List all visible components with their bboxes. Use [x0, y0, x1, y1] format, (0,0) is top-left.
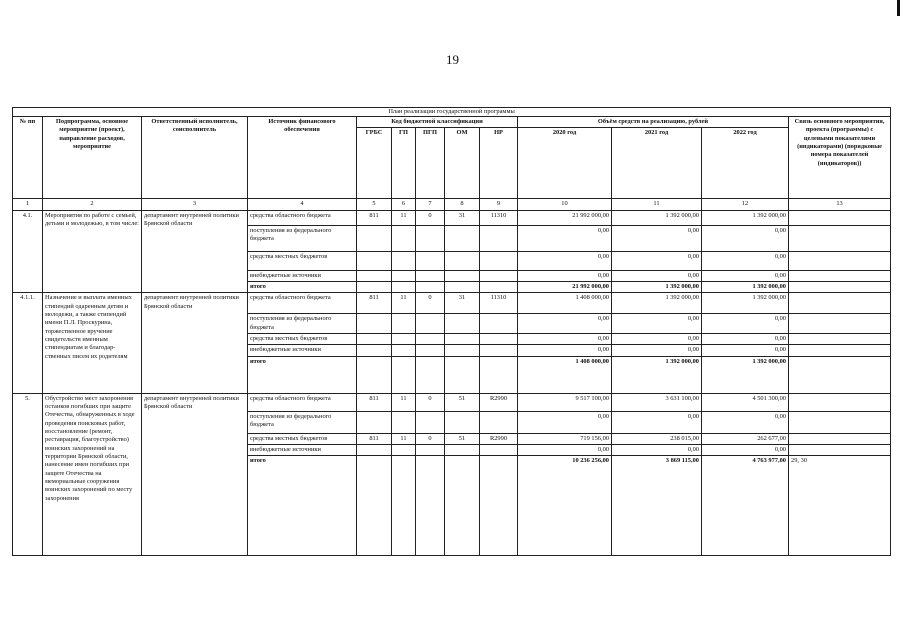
code-grbs — [357, 251, 392, 270]
column-number: 4 — [248, 199, 357, 210]
code-pgp — [416, 345, 445, 356]
amount-2021: 0,00 — [612, 345, 702, 356]
header-gp: ГП — [392, 128, 416, 199]
amount-2022: 0,00 — [702, 270, 789, 281]
item-executor: департамент внутренней политики Брянской области — [142, 393, 248, 556]
indicator-link — [789, 356, 891, 393]
amount-2020: 0,00 — [518, 270, 612, 281]
indicator-link — [789, 281, 891, 292]
funding-source: средства областного бюджета — [248, 393, 357, 411]
table-row — [13, 210, 891, 225]
header-2022: 2022 год — [702, 128, 789, 199]
code-nr — [480, 270, 518, 281]
code-pgp — [416, 411, 445, 433]
amount-2022: 1 392 000,00 — [702, 281, 789, 292]
amount-2022: 4 763 977,00 — [702, 456, 789, 556]
code-gp — [392, 411, 416, 433]
code-grbs — [357, 281, 392, 292]
item-name: Мероприятия по работе с семьей, детьми и молодежью, в том числе: — [43, 210, 142, 293]
code-grbs — [357, 225, 392, 251]
code-om — [445, 314, 480, 334]
code-om — [445, 333, 480, 344]
amount-2021: 1 392 000,00 — [612, 293, 702, 314]
code-om — [445, 411, 480, 433]
funding-source: средства местных бюджетов — [248, 433, 357, 444]
column-number: 3 — [142, 199, 248, 210]
code-gp: 11 — [392, 210, 416, 225]
code-grbs — [357, 456, 392, 556]
code-gp — [392, 333, 416, 344]
amount-2022: 0,00 — [702, 444, 789, 455]
code-pgp — [416, 444, 445, 455]
header-grbs: ГРБС — [357, 128, 392, 199]
code-om: 51 — [445, 393, 480, 411]
amount-2020: 21 992 000,00 — [518, 210, 612, 225]
column-number: 13 — [789, 199, 891, 210]
scan-edge-mark — [897, 0, 900, 16]
column-number: 7 — [416, 199, 445, 210]
code-om — [445, 270, 480, 281]
column-number: 2 — [43, 199, 142, 210]
code-gp — [392, 281, 416, 292]
code-pgp: 0 — [416, 393, 445, 411]
code-om — [445, 456, 480, 556]
code-grbs: 811 — [357, 433, 392, 444]
code-nr: R2990 — [480, 433, 518, 444]
code-gp — [392, 444, 416, 455]
code-gp: 11 — [392, 393, 416, 411]
code-grbs: 811 — [357, 293, 392, 314]
funding-source: средства местных бюджетов — [248, 333, 357, 344]
code-pgp — [416, 314, 445, 334]
code-om — [445, 356, 480, 393]
amount-2021: 238 015,00 — [612, 433, 702, 444]
code-pgp: 0 — [416, 433, 445, 444]
indicator-link — [789, 411, 891, 433]
column-number: 11 — [612, 199, 702, 210]
amount-2020: 0,00 — [518, 411, 612, 433]
code-grbs — [357, 270, 392, 281]
code-grbs — [357, 333, 392, 344]
code-grbs — [357, 314, 392, 334]
amount-2022: 0,00 — [702, 225, 789, 251]
code-grbs: 811 — [357, 393, 392, 411]
funding-source: итого — [248, 356, 357, 393]
amount-2022: 0,00 — [702, 314, 789, 334]
header-executor: Ответственный исполнитель, соисполнитель — [142, 117, 248, 199]
table-row — [13, 293, 891, 314]
item-number: 4.1.1. — [13, 293, 43, 393]
code-grbs — [357, 411, 392, 433]
code-om — [445, 444, 480, 455]
column-number-row — [13, 199, 891, 210]
code-gp — [392, 251, 416, 270]
code-nr — [480, 281, 518, 292]
code-om: 51 — [445, 433, 480, 444]
funding-source: внебюджетные источники — [248, 444, 357, 455]
header-om: ОМ — [445, 128, 480, 199]
amount-2022: 0,00 — [702, 251, 789, 270]
code-om — [445, 281, 480, 292]
code-gp — [392, 356, 416, 393]
amount-2021: 1 392 000,00 — [612, 210, 702, 225]
amount-2020: 21 992 000,00 — [518, 281, 612, 292]
amount-2020: 719 156,00 — [518, 433, 612, 444]
code-om — [445, 225, 480, 251]
code-nr — [480, 333, 518, 344]
amount-2021: 0,00 — [612, 314, 702, 334]
column-number: 1 — [13, 199, 43, 210]
amount-2021: 0,00 — [612, 444, 702, 455]
indicator-link — [789, 433, 891, 444]
code-nr — [480, 251, 518, 270]
amount-2022: 4 501 300,00 — [702, 393, 789, 411]
funding-source: средства местных бюджетов — [248, 251, 357, 270]
amount-2021: 3 631 100,00 — [612, 393, 702, 411]
code-pgp — [416, 356, 445, 393]
amount-2020: 0,00 — [518, 444, 612, 455]
header-budget-code: Код бюджетной классификации — [357, 117, 518, 128]
code-nr: 11310 — [480, 293, 518, 314]
indicator-link — [789, 444, 891, 455]
code-gp — [392, 345, 416, 356]
code-gp — [392, 270, 416, 281]
amount-2020: 10 236 256,00 — [518, 456, 612, 556]
amount-2020: 0,00 — [518, 333, 612, 344]
column-number: 12 — [702, 199, 789, 210]
amount-2021: 0,00 — [612, 333, 702, 344]
code-pgp — [416, 456, 445, 556]
amount-2022: 1 392 000,00 — [702, 356, 789, 393]
column-number: 10 — [518, 199, 612, 210]
page-number: 19 — [446, 52, 459, 67]
code-pgp — [416, 281, 445, 292]
amount-2020: 1 408 000,00 — [518, 356, 612, 393]
amount-2020: 1 408 000,00 — [518, 293, 612, 314]
header-num: № пп — [13, 117, 43, 199]
code-nr — [480, 314, 518, 334]
code-om — [445, 345, 480, 356]
header-pgp: ПГП — [416, 128, 445, 199]
code-pgp: 0 — [416, 293, 445, 314]
column-number: 9 — [480, 199, 518, 210]
funding-source: итого — [248, 456, 357, 556]
amount-2022: 0,00 — [702, 345, 789, 356]
header-nr: НР — [480, 128, 518, 199]
code-gp — [392, 225, 416, 251]
code-nr: R2990 — [480, 393, 518, 411]
indicator-link — [789, 270, 891, 281]
code-gp: 11 — [392, 293, 416, 314]
code-nr — [480, 411, 518, 433]
item-name: Назначение и выплата именных стипендий одаренным детям и молодежи, а также стипендий имени П.Л. Проскурина, торжественное вручение свидетельств именным стипендиатам и благодар-ственных писем их родителям — [43, 293, 142, 393]
column-number: 8 — [445, 199, 480, 210]
amount-2021: 1 392 000,00 — [612, 281, 702, 292]
code-grbs — [357, 444, 392, 455]
table-title: План реализации государственной программы — [13, 108, 891, 117]
code-nr: 11310 — [480, 210, 518, 225]
amount-2022: 0,00 — [702, 411, 789, 433]
indicator-link — [789, 314, 891, 334]
code-pgp — [416, 251, 445, 270]
code-nr — [480, 356, 518, 393]
code-nr — [480, 444, 518, 455]
item-number: 4.1. — [13, 210, 43, 293]
amount-2021: 0,00 — [612, 225, 702, 251]
indicator-link — [789, 393, 891, 411]
code-pgp — [416, 333, 445, 344]
amount-2021: 3 869 115,00 — [612, 456, 702, 556]
indicator-link — [789, 210, 891, 225]
header-2020: 2020 год — [518, 128, 612, 199]
amount-2020: 0,00 — [518, 251, 612, 270]
amount-2022: 1 392 000,00 — [702, 293, 789, 314]
indicator-link — [789, 293, 891, 314]
item-executor: департамент внутренней политики Брянской области — [142, 210, 248, 293]
indicator-link — [789, 333, 891, 344]
funding-source: итого — [248, 281, 357, 292]
item-executor: департамент внутренней политики Брянской области — [142, 293, 248, 393]
code-gp — [392, 314, 416, 334]
code-gp: 11 — [392, 433, 416, 444]
indicator-link — [789, 345, 891, 356]
table-title-row — [13, 108, 891, 117]
code-pgp: 0 — [416, 210, 445, 225]
code-pgp — [416, 270, 445, 281]
indicator-link — [789, 251, 891, 270]
code-grbs: 811 — [357, 210, 392, 225]
amount-2020: 0,00 — [518, 345, 612, 356]
program-plan-table — [12, 107, 891, 556]
amount-2021: 0,00 — [612, 251, 702, 270]
code-grbs — [357, 345, 392, 356]
code-pgp — [416, 225, 445, 251]
column-number: 6 — [392, 199, 416, 210]
code-nr — [480, 345, 518, 356]
funding-source: средства областного бюджета — [248, 210, 357, 225]
amount-2020: 0,00 — [518, 225, 612, 251]
amount-2021: 0,00 — [612, 270, 702, 281]
amount-2021: 0,00 — [612, 411, 702, 433]
header-subprogram: Подпрограмма, основное мероприятие (проект), направление расходов, мероприятие — [43, 117, 142, 199]
funding-source: поступления из федерального бюджета — [248, 411, 357, 433]
item-number: 5. — [13, 393, 43, 556]
code-om: 31 — [445, 293, 480, 314]
funding-source: поступления из федерального бюджета — [248, 225, 357, 251]
amount-2022: 262 677,00 — [702, 433, 789, 444]
amount-2020: 9 517 100,00 — [518, 393, 612, 411]
funding-source: внебюджетные источники — [248, 270, 357, 281]
header-2021: 2021 год — [612, 128, 702, 199]
code-gp — [392, 456, 416, 556]
column-number: 5 — [357, 199, 392, 210]
plan-body — [13, 210, 891, 556]
code-om: 31 — [445, 210, 480, 225]
amount-2020: 0,00 — [518, 314, 612, 334]
code-nr — [480, 456, 518, 556]
code-grbs — [357, 356, 392, 393]
amount-2022: 1 392 000,00 — [702, 210, 789, 225]
amount-2021: 1 392 000,00 — [612, 356, 702, 393]
amount-2022: 0,00 — [702, 333, 789, 344]
funding-source: поступления из федерального бюджета — [248, 314, 357, 334]
header-volume: Объём средств на реализацию, рублей — [518, 117, 789, 128]
item-name: Обустройство мест захоронения останков погибших при защите Отечества, обнаруженных в ходе проведения поисковых работ, восстановление (ремонт, реставрация, благоустройство) воинских захоронений на территории Брянской области, нанесение имен погибших при защите Отечества на мемориальные сооружения воинских захоронений по месту захоронения — [43, 393, 142, 556]
table-row — [13, 393, 891, 411]
code-om — [445, 251, 480, 270]
funding-source: внебюджетные источники — [248, 345, 357, 356]
funding-source: средства областного бюджета — [248, 293, 357, 314]
header-link: Связь основного мероприятия, проекта (программы) с целевыми показателями (индикаторами) (порядковые номера показателей (индикаторов)) — [789, 117, 891, 199]
header-source: Источник финансового обеспечения — [248, 117, 357, 199]
indicator-link — [789, 225, 891, 251]
indicator-link: 29, 30 — [789, 456, 891, 556]
header-row-1 — [13, 117, 891, 128]
code-nr — [480, 225, 518, 251]
